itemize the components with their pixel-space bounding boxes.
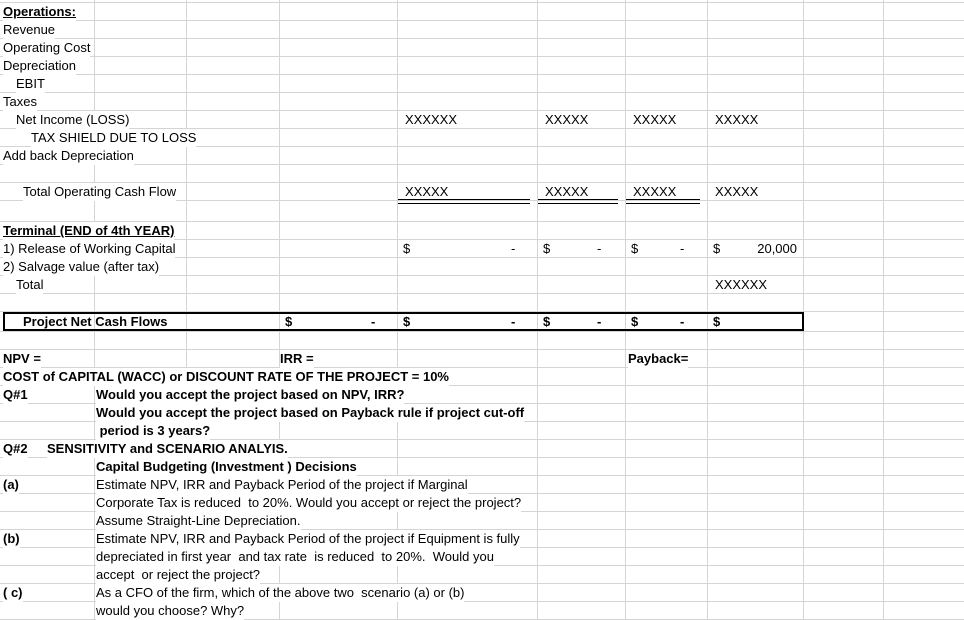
grid-row-line [0,92,964,93]
dash-value[interactable]: - [680,241,685,256]
npv-label: NPV = [3,351,41,366]
irr-label: IRR = [280,351,314,366]
q2-a-line: Estimate NPV, IRR and Payback Period of the project if Marginal [96,477,468,492]
release-amount-cell[interactable]: 20,000 [757,241,797,256]
double-underline [626,199,700,204]
dash-value[interactable]: - [511,241,516,256]
ebit-label: EBIT [16,76,45,91]
terminal-total-label: Total [16,277,44,292]
grid-row-line [0,74,964,75]
grid-col-line [883,0,884,620]
depreciation-label: Depreciation [3,58,76,73]
q2-b-label: (b) [3,531,20,546]
release-wc-label: 1) Release of Working Capital [3,241,176,256]
q1-line: Would you accept the project based on NPV, IRR? [96,387,405,402]
dash-value[interactable]: - [597,241,602,256]
terminal-total-cell[interactable]: XXXXXX [715,277,768,292]
q2-subtitle: Capital Budgeting (Investment ) Decisions [96,459,357,474]
net-income-cell[interactable]: XXXXX [715,112,759,127]
grid-row-line [0,56,964,57]
q2-a-line: Corporate Tax is reduced to 20%. Would you accept or reject the project? [96,495,522,510]
grid-col-line [707,0,708,620]
grid-row-line [0,38,964,39]
q1-line: Would you accept the project based on Payback rule if project cut-off [96,405,525,420]
grid-col-line [537,0,538,620]
double-underline [538,199,618,204]
net-income-cell[interactable]: XXXXX [545,112,589,127]
currency-symbol: $ [403,314,411,329]
operations-heading: Operations: [3,4,76,19]
grid-row-line [0,293,964,294]
total-ocf-label: Total Operating Cash Flow [23,184,177,199]
operating-cost-label: Operating Cost [3,40,91,55]
dash-value[interactable]: - [511,314,516,329]
grid-col-line [94,0,95,620]
net-income-cell[interactable]: XXXXXX [405,112,458,127]
q2-title: SENSITIVITY and SCENARIO ANALYIS. [47,441,288,456]
total-ocf-cell[interactable]: XXXXX [545,184,589,199]
grid-row-line [0,20,964,21]
payback-label: Payback= [628,351,689,366]
q1-line: period is 3 years? [96,423,211,438]
tax-shield-label: TAX SHIELD DUE TO LOSS [31,130,197,145]
currency-symbol: $ [713,314,721,329]
total-ocf-cell[interactable]: XXXXX [633,184,677,199]
dash-value[interactable]: - [371,314,376,329]
add-back-depreciation-label: Add back Depreciation [3,148,134,163]
q2-b-line: accept or reject the project? [96,567,261,582]
grid-row-line [0,349,964,350]
q2-c-line: As a CFO of the firm, which of the above two scenario (a) or (b) [96,585,465,600]
double-underline [398,199,530,204]
currency-symbol: $ [713,241,721,256]
dash-value[interactable]: - [597,314,602,329]
grid-col-line [397,0,398,620]
q2-a-label: (a) [3,477,19,492]
q2-label: Q#2 [3,441,28,456]
net-income-cell[interactable]: XXXXX [633,112,677,127]
terminal-heading: Terminal (END of 4th YEAR) [3,223,175,238]
q2-c-label: ( c) [3,585,23,600]
q2-c-line: would you choose? Why? [96,603,245,618]
grid-row-line [0,2,964,3]
currency-symbol: $ [403,241,411,256]
grid-row-line [0,110,964,111]
project-ncf-label: Project Net Cash Flows [23,314,168,329]
total-ocf-cell[interactable]: XXXXX [405,184,449,199]
dash-value[interactable]: - [680,314,685,329]
net-income-label: Net Income (LOSS) [16,112,130,127]
q1-label: Q#1 [3,387,28,402]
q2-b-line: depreciated in first year and tax rate is reduced to 20%. Would you [96,549,494,564]
grid-col-line [625,0,626,620]
grid-col-line [803,0,804,620]
q2-a-line: Assume Straight-Line Depreciation. [96,513,301,528]
currency-symbol: $ [631,314,639,329]
total-ocf-cell[interactable]: XXXXX [715,184,759,199]
currency-symbol: $ [543,241,551,256]
cost-of-capital-label: COST of CAPITAL (WACC) or DISCOUNT RATE OF THE PROJECT = 10% [3,369,449,384]
q2-b-line: Estimate NPV, IRR and Payback Period of the project if Equipment is fully [96,531,520,546]
salvage-label: 2) Salvage value (after tax) [3,259,160,274]
currency-symbol: $ [631,241,639,256]
grid-row-line [0,331,964,332]
revenue-label: Revenue [3,22,56,37]
currency-symbol: $ [543,314,551,329]
taxes-label: Taxes [3,94,37,109]
grid-row-line [0,164,964,165]
currency-symbol: $ [285,314,293,329]
